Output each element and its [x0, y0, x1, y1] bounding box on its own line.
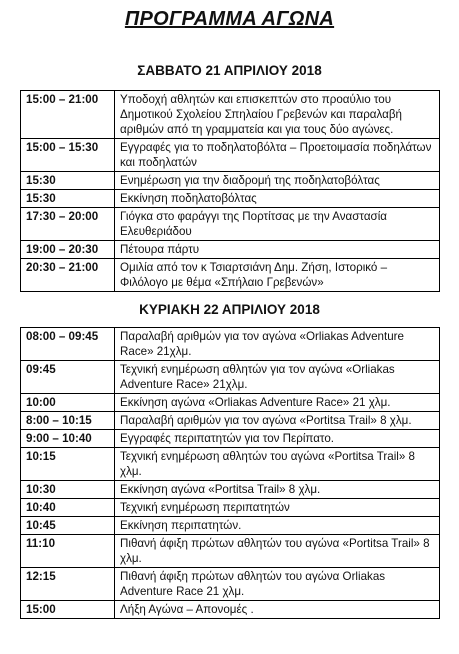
schedule-row [21, 499, 440, 517]
schedule-description: Εγγραφές περιπατητών για τον Περίπατο. [115, 430, 440, 448]
schedule-time: 10:00 [21, 394, 115, 412]
schedule-row [21, 448, 440, 481]
schedule-description: Παραλαβή αριθμών για τον αγώνα «Portitsa Trail» 8 χλμ. [115, 412, 440, 430]
schedule-description: Γιόγκα στο φαράγγι της Πορτίτσας με την Αναστασία Ελευθεριάδου [115, 208, 440, 241]
schedule-time: 10:40 [21, 499, 115, 517]
schedule-time: 10:45 [21, 517, 115, 535]
schedule-description: Εκκίνηση αγώνα «Orliakas Adventure Race» 21 χλμ. [115, 394, 440, 412]
schedule-description: Πέτουρα πάρτυ [115, 241, 440, 259]
schedule-row [21, 241, 440, 259]
day-heading-sunday: ΚΥΡΙΑΚΗ 22 ΑΠΡΙΛΙΟΥ 2018 [139, 302, 320, 317]
schedule-description: Λήξη Αγώνα – Απονομές . [115, 601, 440, 619]
schedule-row [21, 517, 440, 535]
schedule-row [21, 139, 440, 172]
day-heading-saturday: ΣΑΒΒΑΤΟ 21 ΑΠΡΙΛΙΟΥ 2018 [137, 63, 322, 78]
schedule-description: Τεχνική ενημέρωση αθλητών για τον αγώνα «Orliakas Adventure Race» 21χλμ. [115, 361, 440, 394]
schedule-time: 15:00 – 21:00 [21, 91, 115, 139]
schedule-description: Υποδοχή αθλητών και επισκεπτών στο προαύλιο του Δημοτικού Σχολείου Σπηλαίου Γρεβενών και παραλαβή αριθμών από τη γραμματεία και για τους δύο αγώνες. [115, 91, 440, 139]
schedule-description: Πιθανή άφιξη πρώτων αθλητών του αγώνα Orliakas Adventure Race 21 χλμ. [115, 568, 440, 601]
schedule-time: 20:30 – 21:00 [21, 259, 115, 292]
schedule-time: 9:00 – 10:40 [21, 430, 115, 448]
schedule-time: 12:15 [21, 568, 115, 601]
schedule-row [21, 361, 440, 394]
schedule-row [21, 535, 440, 568]
schedule-description: Ενημέρωση για την διαδρομή της ποδηλατοβόλτας [115, 172, 440, 190]
schedule-time: 09:45 [21, 361, 115, 394]
schedule-time: 10:30 [21, 481, 115, 499]
schedule-row [21, 394, 440, 412]
schedule-time: 15:00 – 15:30 [21, 139, 115, 172]
schedule-time: 17:30 – 20:00 [21, 208, 115, 241]
schedule-row [21, 259, 440, 292]
schedule-time: 15:30 [21, 172, 115, 190]
saturday-schedule-body [21, 91, 440, 292]
schedule-description: Εκκίνηση αγώνα «Portitsa Trail» 8 χλμ. [115, 481, 440, 499]
schedule-row [21, 568, 440, 601]
sunday-schedule-table [20, 327, 440, 619]
schedule-time: 15:00 [21, 601, 115, 619]
schedule-description: Τεχνική ενημέρωση περιπατητών [115, 499, 440, 517]
schedule-row [21, 328, 440, 361]
schedule-time: 19:00 – 20:30 [21, 241, 115, 259]
schedule-row [21, 91, 440, 139]
schedule-time: 11:10 [21, 535, 115, 568]
schedule-row [21, 601, 440, 619]
schedule-description: Εγγραφές για το ποδηλατοβόλτα – Προετοιμασία ποδηλάτων και ποδηλατών [115, 139, 440, 172]
page-title: ΠΡΟΓΡΑΜΜΑ ΑΓΩΝΑ [124, 8, 335, 30]
schedule-description: Εκκίνηση ποδηλατοβόλτας [115, 190, 440, 208]
schedule-row [21, 412, 440, 430]
sunday-schedule-body [21, 328, 440, 619]
schedule-time: 08:00 – 09:45 [21, 328, 115, 361]
saturday-schedule-table [20, 90, 440, 292]
schedule-row [21, 208, 440, 241]
schedule-row [21, 190, 440, 208]
schedule-time: 8:00 – 10:15 [21, 412, 115, 430]
schedule-row [21, 430, 440, 448]
schedule-description: Πιθανή άφιξη πρώτων αθλητών του αγώνα «Portitsa Trail» 8 χλμ. [115, 535, 440, 568]
schedule-description: Παραλαβή αριθμών για τον αγώνα «Orliakas Adventure Race» 21χλμ. [115, 328, 440, 361]
schedule-row [21, 481, 440, 499]
schedule-description: Ομιλία από τον κ Τσιαρτσιάνη Δημ. Ζήση, Ιστορικό – Φιλόλογο με θέμα «Σπήλαιο Γρεβενών» [115, 259, 440, 292]
schedule-row [21, 172, 440, 190]
schedule-time: 15:30 [21, 190, 115, 208]
schedule-time: 10:15 [21, 448, 115, 481]
schedule-description: Τεχνική ενημέρωση αθλητών του αγώνα «Portitsa Trail» 8 χλμ. [115, 448, 440, 481]
schedule-description: Εκκίνηση περιπατητών. [115, 517, 440, 535]
